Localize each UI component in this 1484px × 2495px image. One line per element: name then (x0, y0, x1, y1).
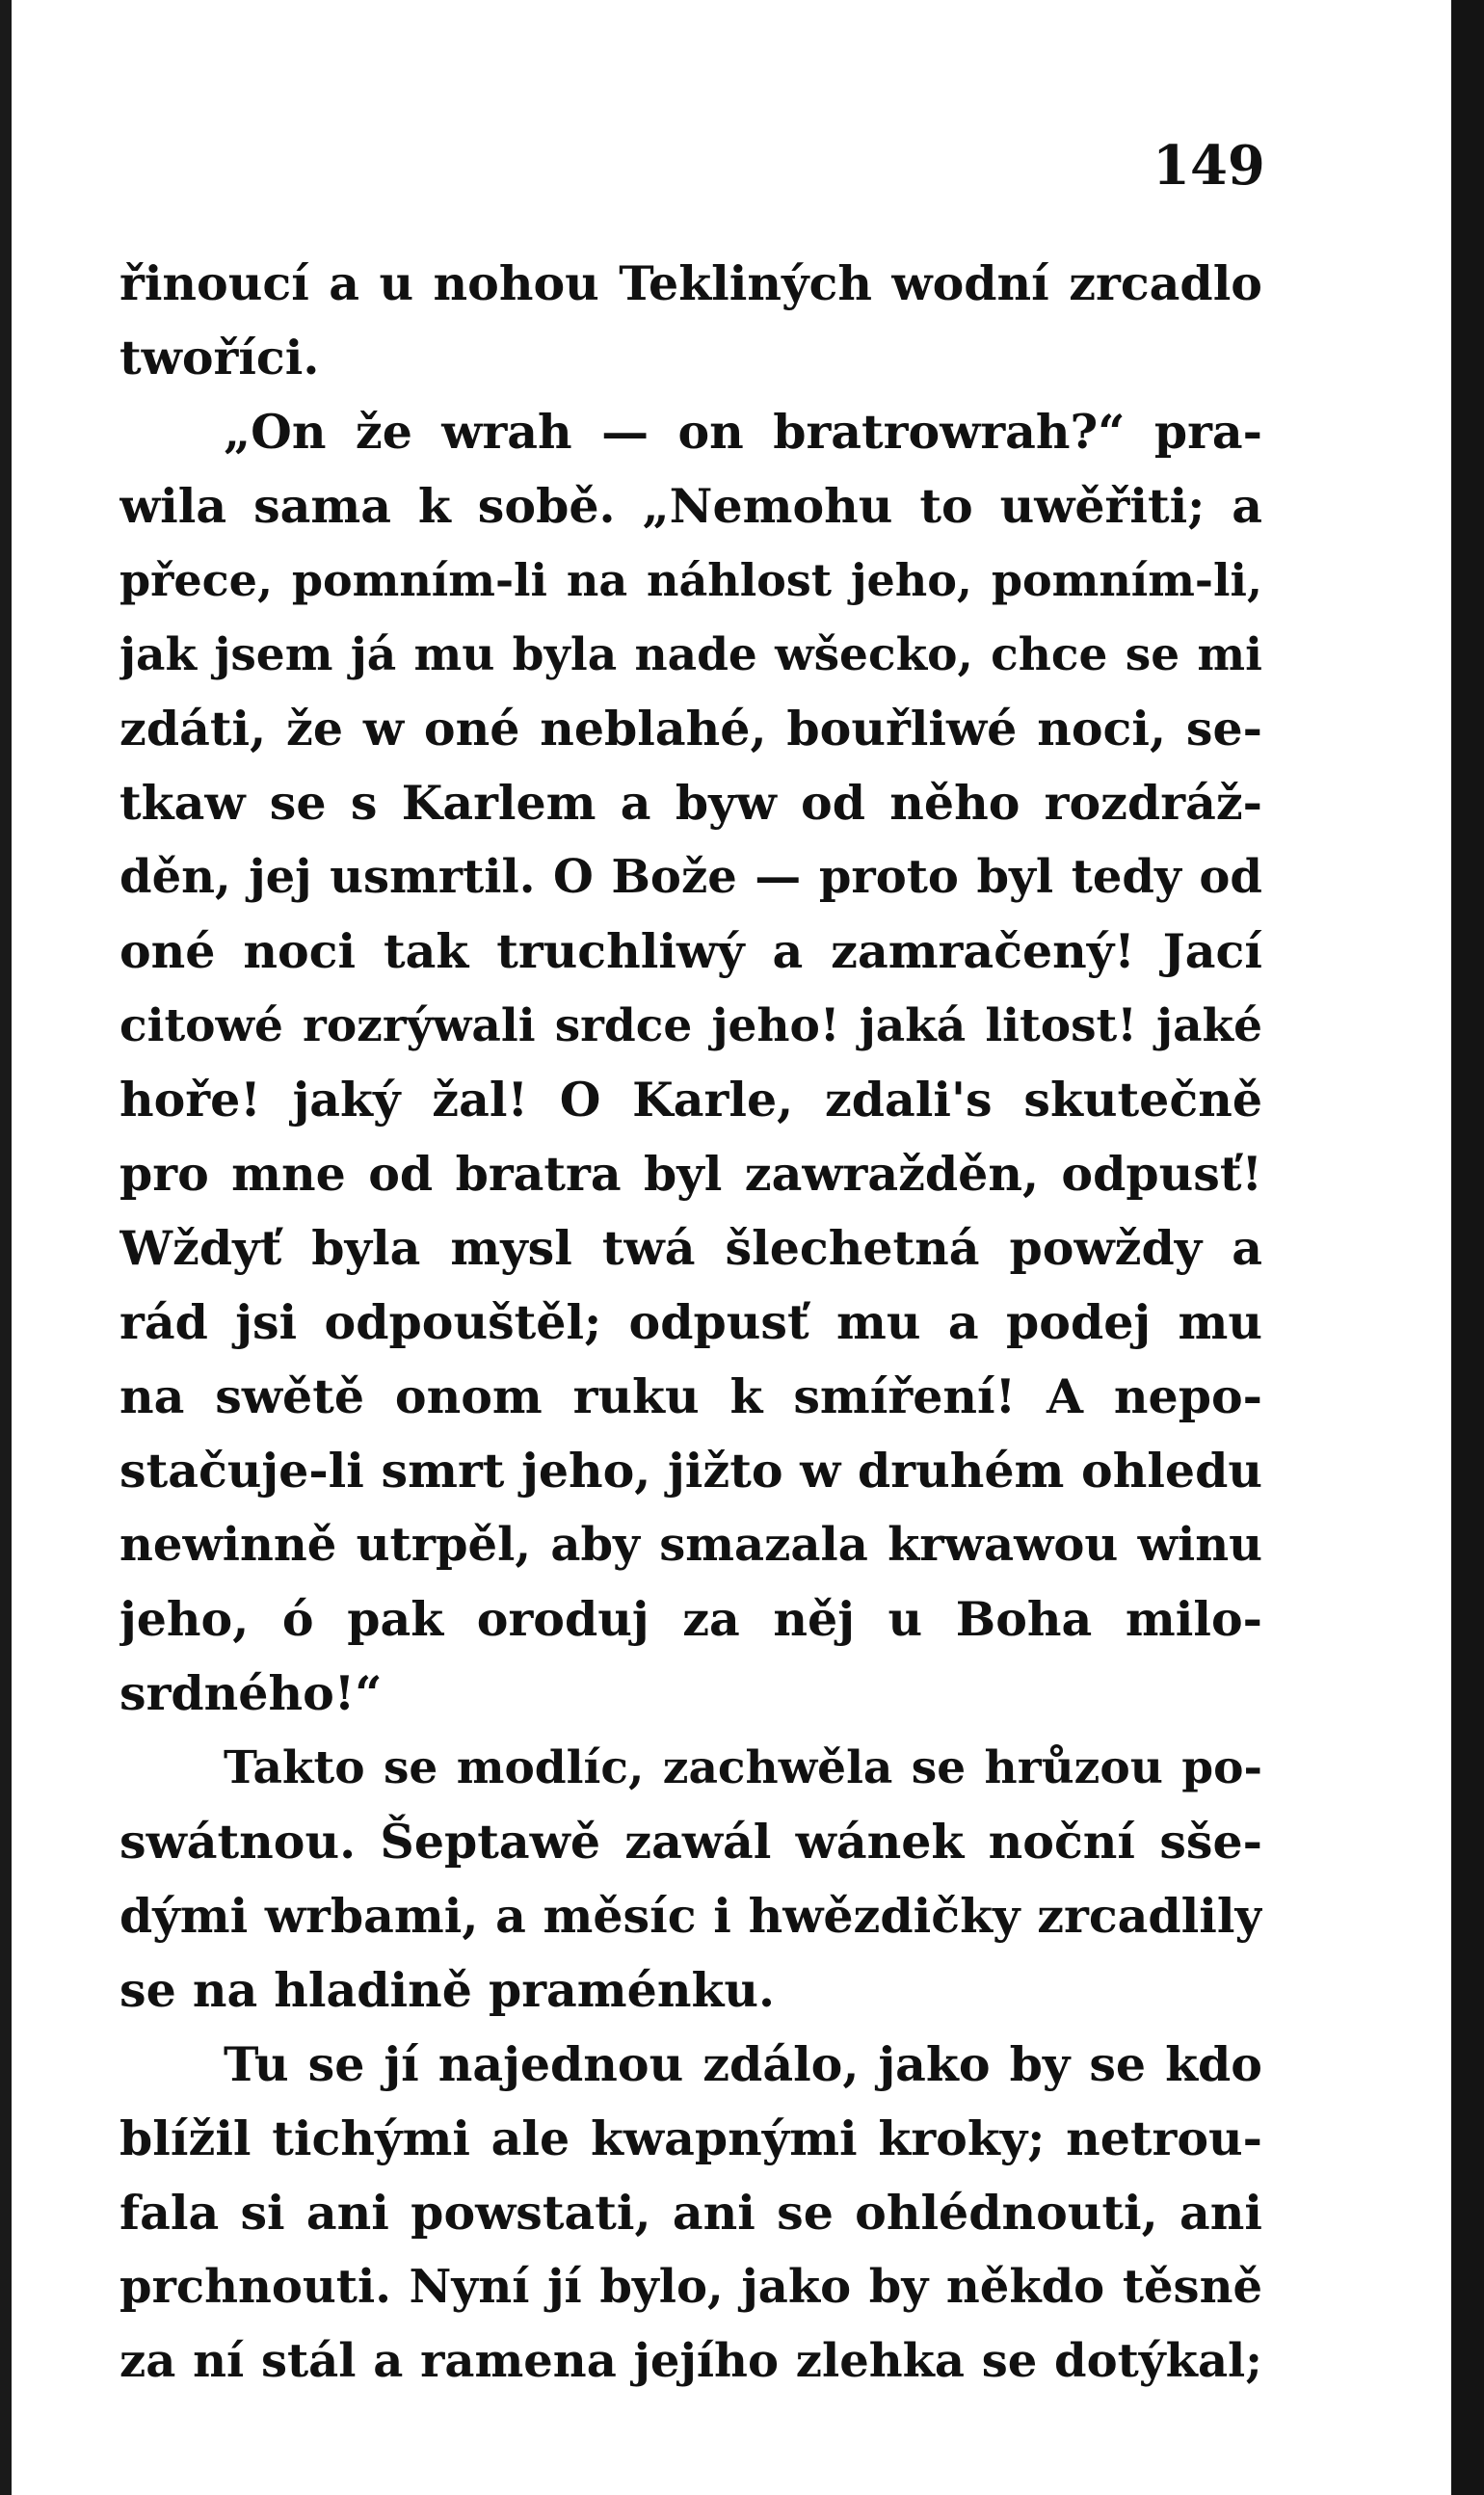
scan-border-left (0, 0, 12, 2495)
text-line: citowé rozrýwali srdce jeho! jaká litost! jaké (119, 999, 1262, 1052)
text-line: rád jsi odpouštěl; odpusť mu a podej mu (119, 1294, 1262, 1350)
text-line: jeho, ó pak oroduj za něj u Boha milo- (119, 1591, 1262, 1647)
text-line: fala si ani powstati, ani se ohlédnouti, ani (119, 2185, 1262, 2241)
body-text (119, 247, 1262, 2399)
text-line: děn, jej usmrtil. O Bože — proto byl tedy od (119, 850, 1262, 904)
text-line: tkaw se s Karlem a byw od něho rozdráž- (119, 775, 1262, 831)
page-number: 149 (1153, 134, 1265, 198)
text-line: Tu se jí najednou zdálo, jako by se kdo (224, 2036, 1262, 2092)
text-line: dými wrbami, a měsíc i hwězdičky zrcadlily (119, 1888, 1262, 1944)
scan-border-right (1451, 0, 1484, 2495)
text-line: Takto se modlíc, zachwěla se hrůzou po- (224, 1741, 1262, 1794)
text-line: za ní stál a ramena jejího zlehka se dotýkal; (119, 2334, 1262, 2388)
text-line: řinoucí a u nohou Tekliných wodní zrcadlo (119, 255, 1262, 311)
text-line: se na hladině praménku. (119, 1962, 776, 2018)
text-line: twoříci. (119, 330, 320, 385)
text-line: oné noci tak truchliwý a zamračený! Jací (119, 923, 1262, 979)
text-line: swátnou. Šeptawě zawál wánek noční sše- (119, 1814, 1262, 1870)
text-line: wila sama k sobě. „Nemohu to uwěřiti; a (119, 478, 1262, 534)
text-line: „On že wrah — on bratrowrah?“ pra- (224, 404, 1262, 460)
text-line: blížil tichými ale kwapnými kroky; netrou- (119, 2110, 1262, 2166)
text-line: jak jsem já mu byla nade wšecko, chce se mi (119, 628, 1262, 681)
text-line: Wždyť byla mysl twá šlechetná powždy a (119, 1220, 1262, 1276)
text-line: zdáti, že w oné neblahé, bouřliwé noci, se- (119, 701, 1262, 756)
text-line: pro mne od bratra byl zawražděn, odpusť! (119, 1146, 1262, 1202)
text-line: srdného!“ (119, 1665, 383, 1721)
text-line: na swětě onom ruku k smíření! A nepo- (119, 1368, 1262, 1424)
text-line: přece, pomním-li na náhlost jeho, pomním-li, (119, 554, 1262, 606)
text-line: hoře! jaký žal! O Karle, zdali's skutečně (119, 1072, 1262, 1128)
text-line: stačuje-li smrt jeho, jižto w druhém ohledu (119, 1443, 1262, 1499)
text-line: prchnouti. Nyní jí bylo, jako by někdo těsně (119, 2260, 1262, 2314)
text-line: newinně utrpěl, aby smazala krwawou winu (119, 1518, 1262, 1572)
